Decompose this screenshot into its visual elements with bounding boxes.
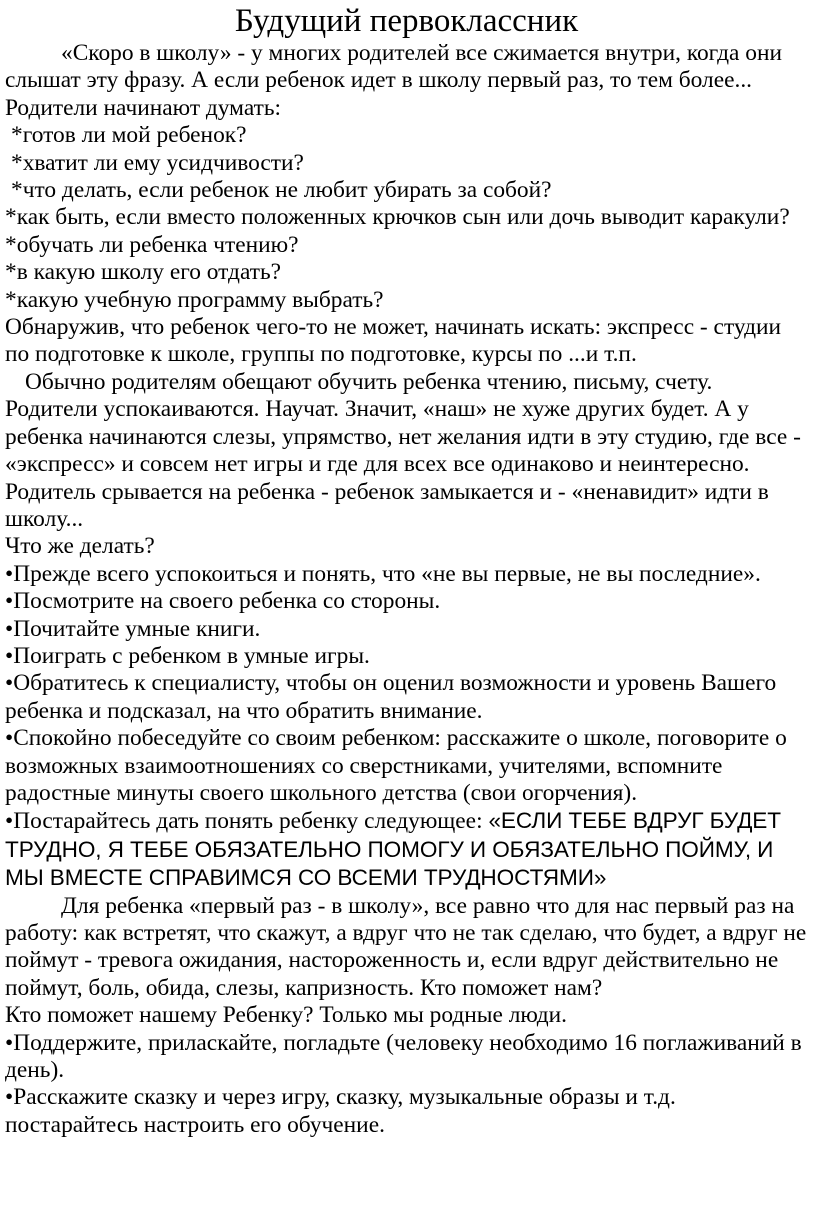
- body-paragraph: Обычно родителям обещают обучить ребенка чтению, письму, счету. Родители успокаиваются. Научат. Значит, «наш» не хуже других будет. А у ребенка начинаются слезы, упрямство, нет желания идти в эту студию, где все - «экспресс» и совсем нет игры и где для всех все одинаково и неинтересно. Родитель срывается на ребенка - ребенок замыкается и - «ненавидит» идти в школу...: [5, 368, 801, 532]
- advice-item: •Поддержите, приласкайте, погладьте (человеку необходимо 16 поглаживаний в день).: [5, 1029, 802, 1084]
- advice-item: •Спокойно побеседуйте со своим ребенком: расскажите о школе, поговорите о возможных взаимоотношениях со сверстниками, учителями, вспомните радостные минуты своего школьного детства (свои огорчения).: [5, 725, 787, 806]
- body-paragraph: Для ребенка «первый раз - в школу», все равно что для нас первый раз на работу: как встретят, что скажут, а вдруг что не так сделаю, что будет, а вдруг не поймут - тревога ожидания, настороженность и, если вдруг действительно не поймут, боль, обида, слезы, капризность. Кто поможет нам?: [5, 892, 807, 1001]
- intro-paragraph: «Скоро в школу» - у многих родителей все сжимается внутри, когда они слышат эту фразу. А если ребенок идет в школу первый раз, то тем более... Родители начинают думать:: [5, 40, 782, 121]
- question-item: *как быть, если вместо положенных крючков сын или дочь выводит каракули?: [5, 204, 790, 231]
- body-paragraph: Кто поможет нашему Ребенку? Только мы родные люди.: [5, 1002, 567, 1029]
- advice-item: [5, 807, 808, 892]
- advice-item-text: •Постарайтесь дать понять ребенку следующее:: [5, 808, 483, 835]
- question-item: *что делать, если ребенок не любит убирать за собой?: [11, 177, 552, 204]
- document-body: [5, 40, 808, 1139]
- advice-item: •Посмотрите на своего ребенка со стороны.: [5, 588, 441, 615]
- advice-item: •Поиграть с ребенком в умные игры.: [5, 642, 370, 669]
- body-paragraph: Обнаружив, что ребенок чего-то не может, начинать искать: экспресс - студии по подготовке к школе, группы по подготовке, курсы по ...и т.п.: [5, 314, 782, 368]
- question-item: *хватит ли ему усидчивости?: [11, 149, 304, 176]
- advice-item: •Почитайте умные книги.: [5, 615, 261, 642]
- advice-item: •Прежде всего успокоиться и понять, что «не вы первые, не вы последние».: [5, 560, 761, 587]
- question-item: *в какую школу его отдать?: [5, 259, 282, 286]
- question-item: *готов ли мой ребенок?: [11, 122, 247, 149]
- question-item: *обучать ли ребенка чтению?: [5, 231, 299, 258]
- advice-item: •Расскажите сказку и через игру, сказку, музыкальные образы и т.д. постарайтесь настроить его обучение.: [5, 1084, 676, 1138]
- caps-quote: «ЕСЛИ ТЕБЕ ВДРУГ БУДЕТ ТРУДНО, Я ТЕБЕ ОБЯЗАТЕЛЬНО ПОМОГУ И ОБЯЗАТЕЛЬНО ПОЙМУ, И МЫ ВМЕСТЕ СПРАВИМСЯ СО ВСЕМИ ТРУДНОСТЯМИ»: [5, 808, 781, 891]
- advice-item: •Обратитесь к специалисту, чтобы он оценил возможности и уровень Вашего ребенка и подсказал, на что обратить внимание.: [5, 670, 777, 724]
- document-title: Будущий первоклассник: [234, 3, 579, 39]
- question-item: *какую учебную программу выбрать?: [5, 286, 384, 313]
- section-heading: Что же делать?: [5, 533, 155, 560]
